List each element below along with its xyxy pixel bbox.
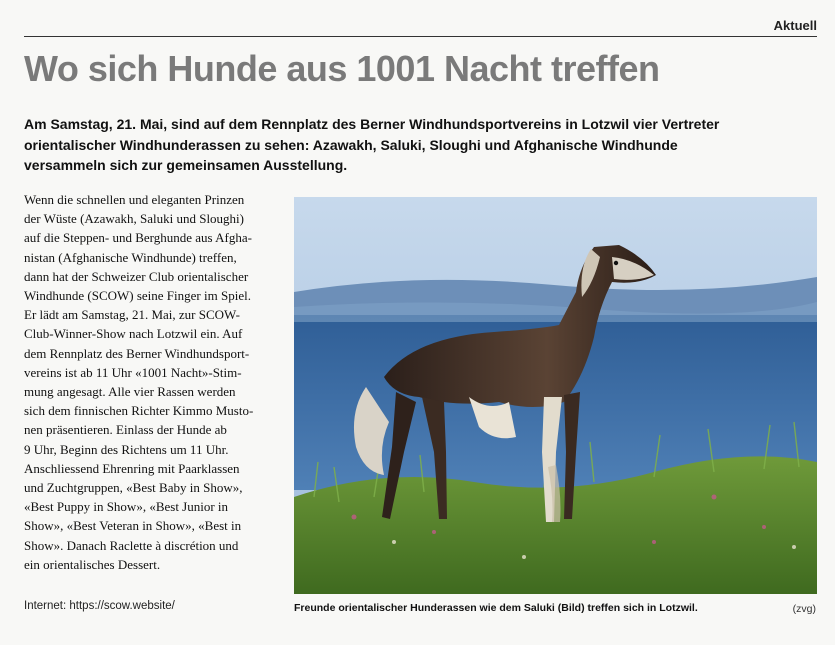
body-line: der Wüste (Azawakh, Saluki und Sloughi) [24, 211, 244, 227]
body-line: dann hat der Schweizer Club orientalischer [24, 268, 249, 284]
body-line: sich dem finnischen Richter Kimmo Musto- [24, 403, 254, 419]
saluki-photo-illustration [294, 197, 817, 594]
section-label: Aktuell [773, 18, 817, 33]
body-line: Show», «Best Veteran in Show», «Best in [24, 518, 242, 534]
body-line: vereins ist ab 11 Uhr «1001 Nacht»-Stim- [24, 364, 242, 380]
body-line: Wenn die schnellen und eleganten Prinzen [24, 192, 245, 207]
top-rule [24, 36, 817, 37]
lead-paragraph: Am Samstag, 21. Mai, sind auf dem Rennplatz des Berner Windhundsportvereins in Lotzwil vier Vertreter orientalischer Windhunderassen zu sehen: Azawakh, Saluki, Sloughi und Afghanische Windhunde versammeln sich zur gemeinsamen Ausstellung. [24, 116, 720, 173]
body-line: Club-Winner-Show nach Lotzwil ein. Auf [24, 326, 243, 342]
photo-caption: Freunde orientalischer Hunderassen wie dem Saluki (Bild) treffen sich in Lotzwil. [294, 602, 698, 614]
body-line: Anschliessend Ehrenring mit Paarklassen [24, 460, 240, 476]
internet-link[interactable]: Internet: https://scow.website/ [24, 600, 175, 612]
body-line: und Zuchtgruppen, «Best Baby in Show», [24, 480, 243, 496]
body-line: Show». Danach Raclette à discrétion und [24, 537, 239, 553]
body-line: Windhunde (SCOW) seine Finger im Spiel. [24, 288, 251, 304]
body-line: 9 Uhr, Beginn des Richtens um 11 Uhr. [24, 441, 229, 457]
body-line: dem Rennplatz des Berner Windhundsport- [24, 345, 250, 361]
body-line: Er lädt am Samstag, 21. Mai, zur SCOW- [24, 307, 240, 323]
headline: Wo sich Hunde aus 1001 Nacht treffen [24, 48, 660, 89]
body-line: nistan (Afghanische Windhunde) treffen, [24, 249, 237, 265]
body-line: «Best Puppy in Show», «Best Junior in [24, 499, 229, 515]
body-line: ein orientalisches Dessert. [24, 556, 161, 572]
article-body [24, 190, 274, 574]
body-line: auf die Steppen- und Berghunde aus Afgha- [24, 230, 252, 246]
photo-credit: (zvg) [792, 603, 816, 615]
body-line: nen präsentieren. Einlass der Hunde ab [24, 422, 227, 438]
body-line: mung angesagt. Alle vier Rassen werden [24, 384, 236, 400]
saluki-photo [294, 197, 817, 594]
